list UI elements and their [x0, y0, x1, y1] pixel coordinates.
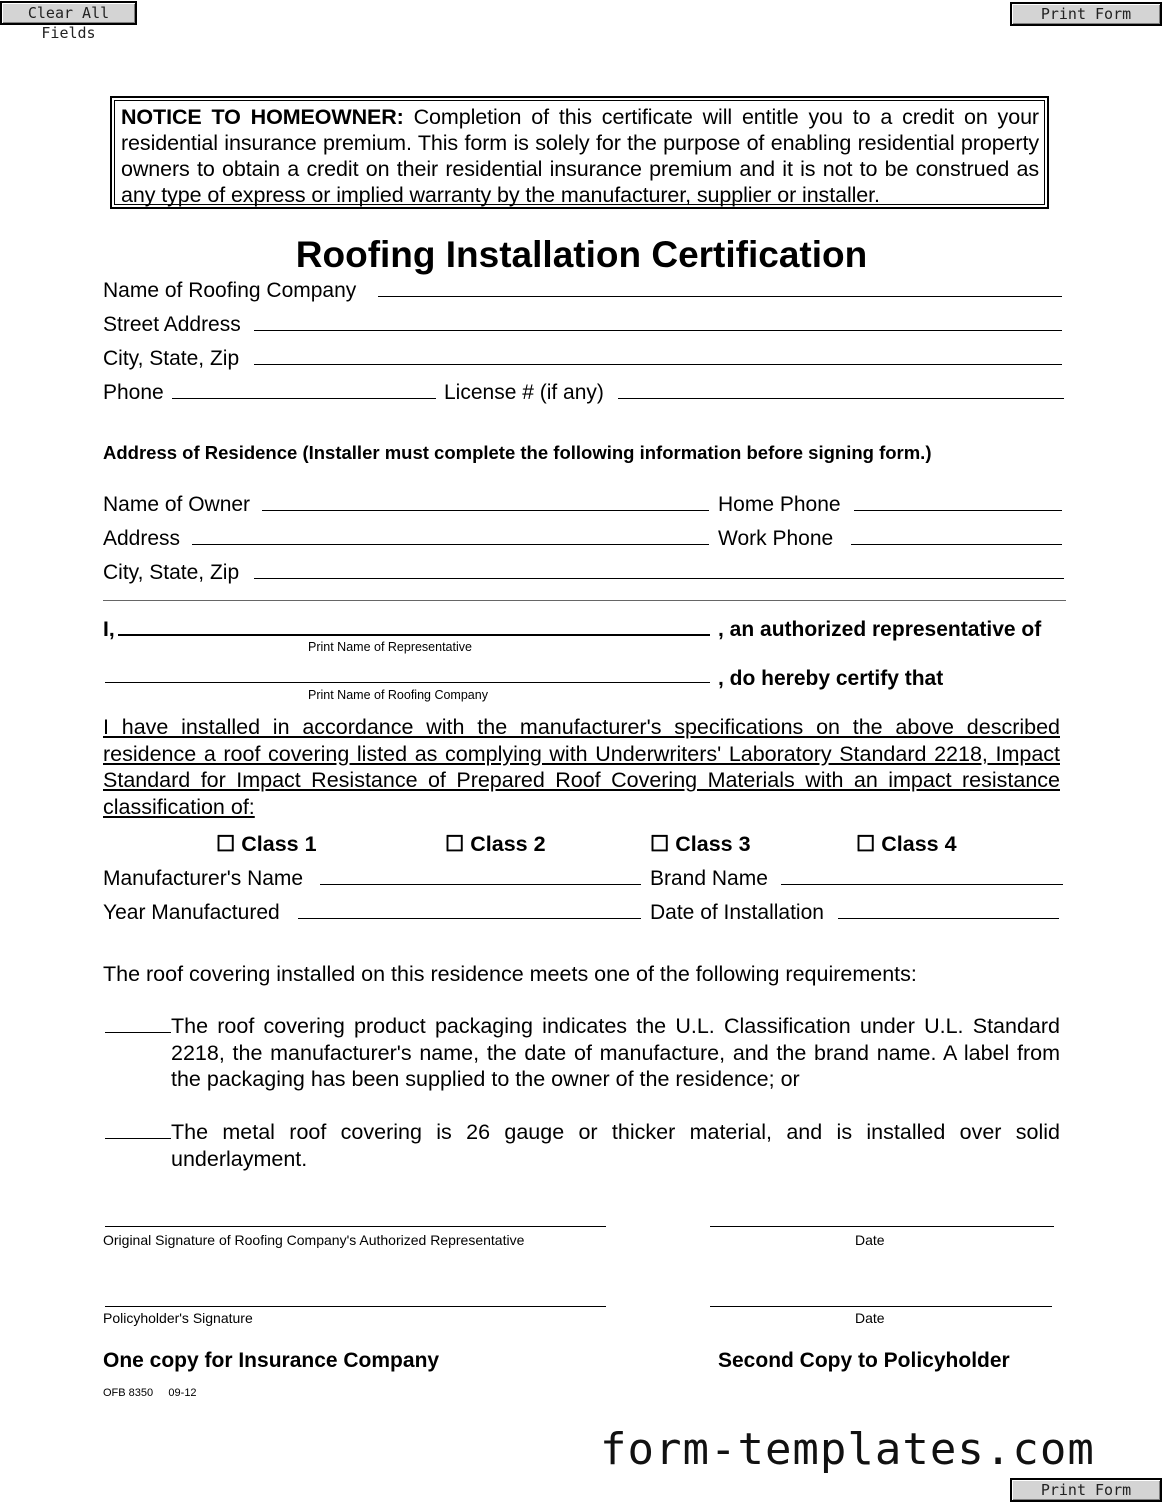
residence-city-label: City, State, Zip [103, 561, 240, 584]
class-1-checkbox[interactable] [216, 832, 317, 857]
manufacturer-name-field[interactable] [320, 884, 641, 885]
company-name-label: Name of Roofing Company [103, 279, 357, 302]
company-city-label: City, State, Zip [103, 347, 240, 370]
checkbox-icon: ☐ [216, 832, 236, 856]
certify-that-text: , do hereby certify that [718, 667, 944, 690]
i-label: I, [103, 618, 115, 641]
policyholder-date-caption: Date [855, 1310, 885, 1326]
class-3-checkbox[interactable] [650, 832, 751, 857]
policyholder-copy-note: Second Copy to Policyholder [718, 1349, 1010, 1372]
policyholder-date-field[interactable] [710, 1306, 1052, 1307]
license-field[interactable] [618, 398, 1064, 399]
manufacturer-name-label: Manufacturer's Name [103, 867, 304, 890]
license-label: License # (if any) [444, 381, 604, 404]
requirement-option-2: The metal roof covering is 26 gauge or thicker material, and is installed over solid underlayment. [171, 1120, 1060, 1171]
requirements-intro: The roof covering installed on this residence meets one of the following requirements: [103, 962, 917, 986]
roofing-company-caption: Print Name of Roofing Company [308, 688, 488, 702]
policyholder-signature-field[interactable] [105, 1306, 606, 1307]
residence-address-label: Address [103, 527, 181, 550]
option-2-blank[interactable] [105, 1138, 171, 1139]
home-phone-field[interactable] [854, 510, 1062, 511]
brand-name-label: Brand Name [650, 867, 768, 890]
checkbox-icon: ☐ [650, 832, 670, 856]
company-city-field[interactable] [254, 364, 1062, 365]
class-3-label: Class 3 [675, 832, 751, 856]
authorized-representative-text: , an authorized representative of [718, 618, 1042, 641]
section-divider [103, 600, 1066, 601]
year-manufactured-label: Year Manufactured [103, 901, 280, 924]
representative-signature-caption: Original Signature of Roofing Company's Authorized Representative [103, 1232, 525, 1248]
street-address-label: Street Address [103, 313, 241, 336]
print-form-button-bottom[interactable]: Print Form [1010, 1478, 1162, 1502]
checkbox-icon: ☐ [445, 832, 465, 856]
representative-date-caption: Date [855, 1232, 885, 1248]
checkbox-icon: ☐ [856, 832, 876, 856]
owner-name-label: Name of Owner [103, 493, 251, 516]
class-4-label: Class 4 [881, 832, 957, 856]
owner-name-field[interactable] [262, 510, 709, 511]
option-1-blank[interactable] [105, 1032, 171, 1033]
class-2-checkbox[interactable] [445, 832, 546, 857]
representative-date-field[interactable] [710, 1226, 1054, 1227]
company-name-field[interactable] [378, 296, 1062, 297]
insurance-copy-note: One copy for Insurance Company [103, 1349, 440, 1372]
class-4-checkbox[interactable] [856, 832, 957, 857]
form-id: OFB 8350 09-12 [103, 1387, 197, 1399]
representative-caption: Print Name of Representative [308, 640, 472, 654]
clear-all-fields-button[interactable]: Clear All Fields [0, 1, 137, 25]
representative-name-field[interactable] [118, 634, 710, 636]
installation-date-field[interactable] [838, 918, 1059, 919]
brand-name-field[interactable] [781, 884, 1063, 885]
street-address-field[interactable] [254, 330, 1062, 331]
policyholder-signature-caption: Policyholder's Signature [103, 1310, 253, 1326]
form-title: Roofing Installation Certification [295, 234, 868, 275]
print-form-button-top[interactable]: Print Form [1010, 2, 1162, 26]
notice-body: Completion of this certificate will entitle you to a credit on your residential insurance premium. This form is solely for the purpose of enabling residential property owners to obtain a credit on their residential insurance premium and it is not to be construed as any type of express or implied warranty by the manufacturer, supplier or installer. [121, 105, 1039, 207]
notice-box [110, 96, 1049, 209]
year-manufactured-field[interactable] [298, 918, 641, 919]
installation-date-label: Date of Installation [650, 901, 824, 924]
representative-signature-field[interactable] [105, 1226, 606, 1227]
notice-text [114, 100, 1045, 205]
residence-address-field[interactable] [192, 544, 709, 545]
watermark-text: form-templates.com [600, 1424, 1095, 1475]
phone-label: Phone [103, 381, 164, 404]
residence-heading: Address of Residence (Installer must complete the following information before signing form.) [103, 442, 932, 463]
home-phone-label: Home Phone [718, 493, 841, 516]
class-1-label: Class 1 [241, 832, 317, 856]
certification-statement: I have installed in accordance with the manufacturer's specifications on the above described residence a roof covering listed as complying with Underwriters' Laboratory Standard 2218, Impact Standard for Impact Resistance of Prepared Roof Covering Materials with an impact resistance classification of: [103, 715, 1060, 819]
residence-city-field[interactable] [254, 578, 1064, 579]
requirement-option-1: The roof covering product packaging indicates the U.L. Classification under U.L. Standard 2218, the manufacturer's name, the date of manufacture, and the brand name. A label from the packaging has been supplied to the owner of the residence; or [171, 1014, 1060, 1091]
roofing-company-name-field[interactable] [105, 682, 710, 683]
company-phone-field[interactable] [172, 398, 436, 399]
notice-label: NOTICE TO HOMEOWNER: [121, 105, 404, 129]
work-phone-field[interactable] [851, 544, 1062, 545]
class-2-label: Class 2 [470, 832, 546, 856]
work-phone-label: Work Phone [718, 527, 834, 550]
